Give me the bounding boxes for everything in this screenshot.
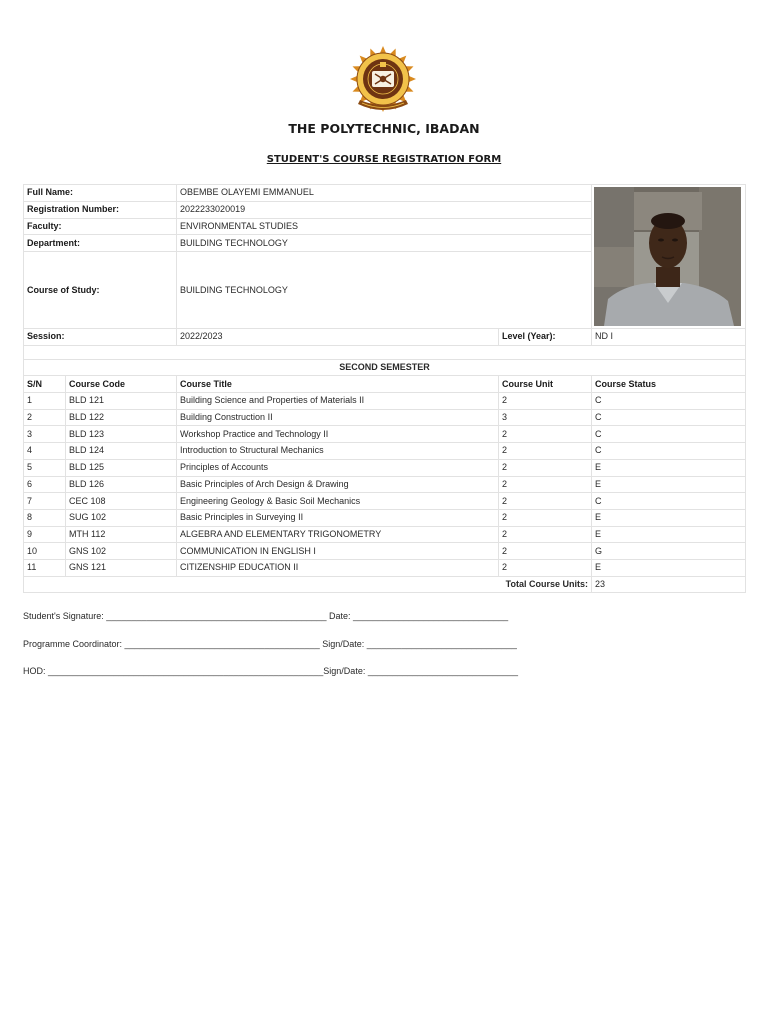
table-row	[24, 409, 746, 426]
polytechnic-crest-icon	[344, 46, 422, 116]
course-unit: 2	[499, 476, 592, 493]
course-unit: 2	[499, 543, 592, 560]
coordinator-signature-line: Programme Coordinator: _______________________________________ Sign/Date: ______________________________	[23, 639, 517, 649]
course-status: C	[592, 443, 746, 460]
total-units-label: Total Course Units:	[24, 576, 592, 593]
course-code: BLD 126	[66, 476, 177, 493]
course-code: BLD 125	[66, 459, 177, 476]
col-course-status: Course Status	[592, 376, 746, 393]
course-unit: 2	[499, 426, 592, 443]
session-label: Session:	[24, 329, 177, 346]
course-title: COMMUNICATION IN ENGLISH I	[177, 543, 499, 560]
level-value: ND I	[592, 329, 746, 346]
course-unit: 2	[499, 493, 592, 510]
table-row	[24, 493, 746, 510]
course-status: G	[592, 543, 746, 560]
level-label: Level (Year):	[499, 329, 592, 346]
semester-heading: SECOND SEMESTER	[24, 359, 746, 376]
course-sn: 7	[24, 493, 66, 510]
course-status: E	[592, 459, 746, 476]
reg-number-label: Registration Number:	[24, 201, 177, 218]
course-title: Building Science and Properties of Materials II	[177, 393, 499, 410]
col-sn: S/N	[24, 376, 66, 393]
course-of-study-label: Course of Study:	[24, 252, 177, 329]
course-title: Introduction to Structural Mechanics	[177, 443, 499, 460]
spacer-row	[24, 345, 746, 359]
session-row	[24, 329, 746, 346]
institution-name: THE POLYTECHNIC, IBADAN	[288, 121, 480, 136]
total-row	[24, 576, 746, 593]
faculty-value: ENVIRONMENTAL STUDIES	[177, 218, 592, 235]
course-status: E	[592, 559, 746, 576]
course-unit: 2	[499, 393, 592, 410]
table-row	[24, 543, 746, 560]
course-header-row	[24, 376, 746, 393]
course-code: GNS 121	[66, 559, 177, 576]
col-course-title: Course Title	[177, 376, 499, 393]
course-status: C	[592, 493, 746, 510]
course-code: BLD 121	[66, 393, 177, 410]
course-code: MTH 112	[66, 526, 177, 543]
reg-number-value: 2022233020019	[177, 201, 592, 218]
table-row	[24, 393, 746, 410]
course-unit: 3	[499, 409, 592, 426]
student-signature-line: Student's Signature: ____________________________________________ Date: _______________________________	[23, 611, 509, 621]
course-unit: 2	[499, 526, 592, 543]
spacer-cell	[24, 345, 746, 359]
course-status: E	[592, 476, 746, 493]
course-title: Basic Principles of Arch Design & Drawing	[177, 476, 499, 493]
course-sn: 11	[24, 559, 66, 576]
course-sn: 9	[24, 526, 66, 543]
course-unit: 2	[499, 443, 592, 460]
course-title: Engineering Geology & Basic Soil Mechanics	[177, 493, 499, 510]
course-sn: 8	[24, 509, 66, 526]
hod-signature-line: HOD: _______________________________________________________Sign/Date: ______________________________	[23, 666, 518, 676]
semester-row	[24, 359, 746, 376]
form-title: STUDENT'S COURSE REGISTRATION FORM	[266, 154, 502, 165]
course-unit: 2	[499, 509, 592, 526]
course-sn: 4	[24, 443, 66, 460]
course-unit: 2	[499, 459, 592, 476]
col-course-code: Course Code	[66, 376, 177, 393]
course-unit: 2	[499, 559, 592, 576]
table-row	[24, 443, 746, 460]
total-units-value: 23	[592, 576, 746, 593]
course-title: CITIZENSHIP EDUCATION II	[177, 559, 499, 576]
course-code: BLD 123	[66, 426, 177, 443]
registration-table	[23, 184, 746, 593]
course-sn: 3	[24, 426, 66, 443]
table-row	[24, 459, 746, 476]
course-of-study-value: BUILDING TECHNOLOGY	[177, 252, 592, 329]
course-status: C	[592, 409, 746, 426]
course-sn: 2	[24, 409, 66, 426]
col-course-unit: Course Unit	[499, 376, 592, 393]
course-code: BLD 122	[66, 409, 177, 426]
course-code: BLD 124	[66, 443, 177, 460]
passport-photo-cell	[592, 185, 746, 329]
course-code: SUG 102	[66, 509, 177, 526]
department-label: Department:	[24, 235, 177, 252]
course-title: ALGEBRA AND ELEMENTARY TRIGONOMETRY	[177, 526, 499, 543]
full-name-value: OBEMBE OLAYEMI EMMANUEL	[177, 185, 592, 202]
full-name-row	[24, 185, 746, 202]
course-sn: 10	[24, 543, 66, 560]
course-status: C	[592, 393, 746, 410]
table-row	[24, 426, 746, 443]
table-row	[24, 476, 746, 493]
course-title: Workshop Practice and Technology II	[177, 426, 499, 443]
course-code: CEC 108	[66, 493, 177, 510]
course-status: C	[592, 426, 746, 443]
passport-photo	[594, 187, 741, 326]
table-row	[24, 509, 746, 526]
table-row	[24, 526, 746, 543]
course-sn: 6	[24, 476, 66, 493]
course-status: E	[592, 509, 746, 526]
session-value: 2022/2023	[177, 329, 499, 346]
course-title: Principles of Accounts	[177, 459, 499, 476]
course-sn: 5	[24, 459, 66, 476]
course-status: E	[592, 526, 746, 543]
course-title: Building Construction II	[177, 409, 499, 426]
faculty-label: Faculty:	[24, 218, 177, 235]
course-sn: 1	[24, 393, 66, 410]
department-value: BUILDING TECHNOLOGY	[177, 235, 592, 252]
table-row	[24, 559, 746, 576]
full-name-label: Full Name:	[24, 185, 177, 202]
course-code: GNS 102	[66, 543, 177, 560]
course-title: Basic Principles in Surveying II	[177, 509, 499, 526]
